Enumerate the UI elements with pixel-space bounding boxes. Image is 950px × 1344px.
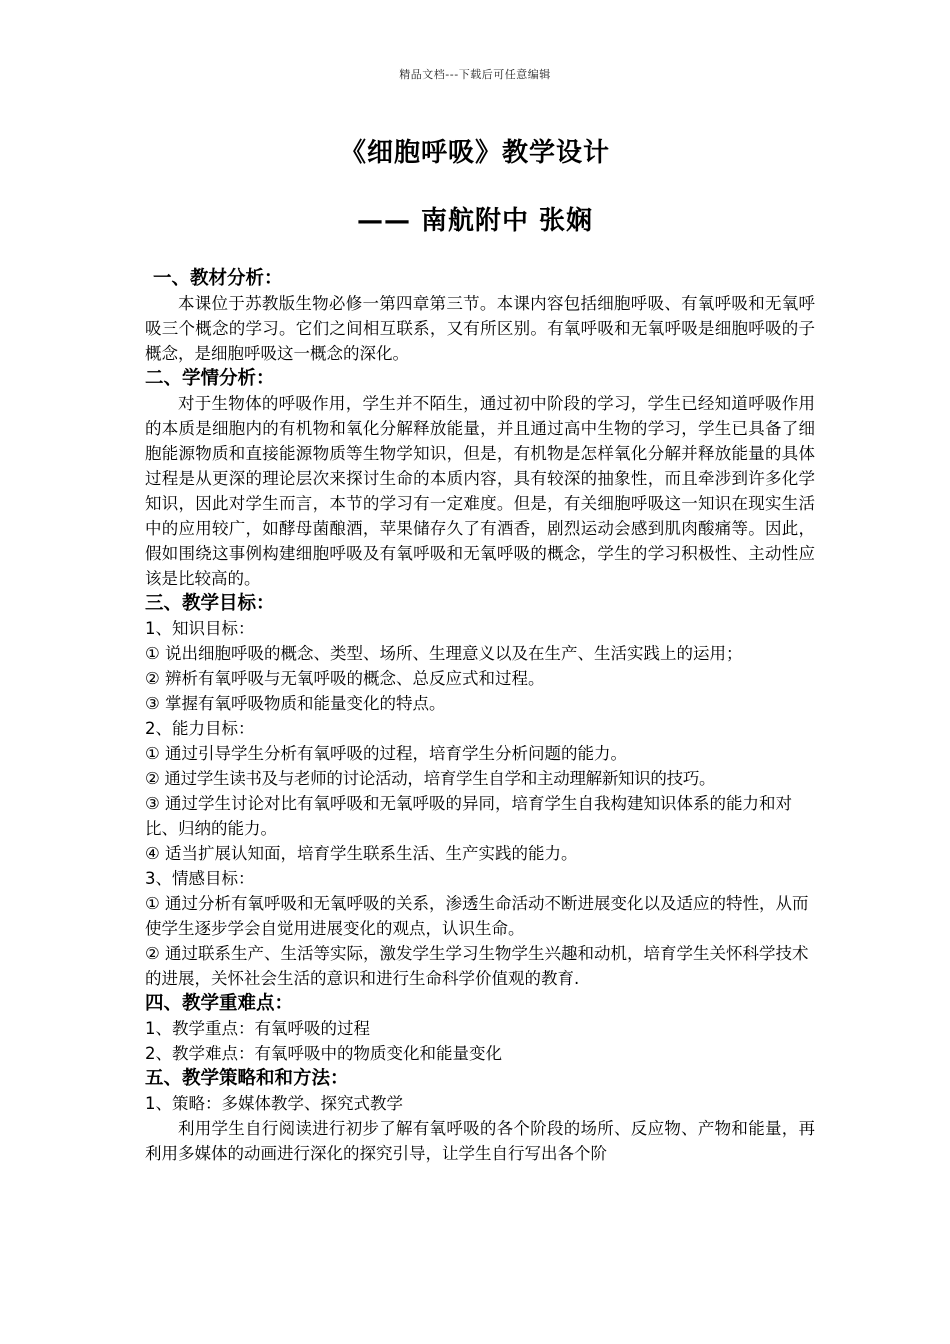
strategy-item: 1、策略：多媒体教学、探究式教学	[145, 1094, 403, 1113]
ability-goal-item: ④ 适当扩展认知面，培育学生联系生活、生产实践的能力。	[145, 844, 578, 863]
goal-label-ability: 2、能力目标：	[145, 719, 255, 738]
key-point-item: 1、教学重点：有氧呼吸的过程	[145, 1019, 370, 1038]
header-note: 精品文档---下载后可任意编辑	[399, 68, 551, 81]
section-heading-key-points: 四、教学重难点：	[145, 993, 294, 1014]
ability-goal-item: ③ 通过学生讨论对比有氧呼吸和无氧呼吸的异同，培育学生自我构建知识体系的能力和对比、归纳的能力。	[145, 794, 793, 838]
author-line: —— 南航附中 张娴	[356, 206, 594, 236]
goal-label-emotion: 3、情感目标：	[145, 869, 255, 888]
document-body	[145, 266, 815, 1166]
goal-label-knowledge: 1、知识目标：	[145, 619, 255, 638]
section-heading-textbook-analysis: 一、教材分析：	[153, 268, 283, 289]
paragraph-strategy: 利用学生自行阅读进行初步了解有氧呼吸的各个阶段的场所、反应物、产物和能量，再利用多媒体的动画进行深化的探究引导，让学生自行写出各个阶	[145, 1119, 815, 1163]
knowledge-goal-item: ② 辨析有氧呼吸与无氧呼吸的概念、总反应式和过程。	[145, 669, 545, 688]
paragraph-student-analysis: 对于生物体的呼吸作用，学生并不陌生，通过初中阶段的学习，学生已经知道呼吸作用的本质是细胞内的有机物和氧化分解释放能量，并且通过高中生物的学习，学生已具备了细胞能源物质和直接能源物质等生物学知识，但是，有机物是怎样氧化分解并释放能量的具体过程是从更深的理论层次来探讨生命的本质内容，具有较深的抽象性，而且牵涉到许多化学知识，因此对学生而言，本节的学习有一定难度。但是，有关细胞呼吸这一知识在现实生活中的应用较广，如酵母菌酿酒，苹果储存久了有酒香，剧烈运动会感到肌肉酸痛等。因此，假如围绕这事例构建细胞呼吸及有氧呼吸和无氧呼吸的概念，学生的学习积极性、主动性应该是比较高的。	[145, 394, 815, 588]
ability-goal-item: ② 通过学生读书及与老师的讨论活动，培育学生自学和主动理解新知识的技巧。	[145, 769, 716, 788]
section-heading-teaching-goals: 三、教学目标：	[145, 593, 275, 614]
difficult-point-item: 2、教学难点：有氧呼吸中的物质变化和能量变化	[145, 1044, 502, 1063]
section-heading-strategy: 五、教学策略和和方法：	[145, 1068, 349, 1089]
section-heading-student-analysis: 二、学情分析：	[145, 368, 275, 389]
knowledge-goal-item: ③ 掌握有氧呼吸物质和能量变化的特点。	[145, 694, 446, 713]
paragraph-textbook-analysis: 本课位于苏教版生物必修一第四章第三节。本课内容包括细胞呼吸、有氧呼吸和无氧呼吸三个概念的学习。它们之间相互联系，又有所区别。有氧呼吸和无氧呼吸是细胞呼吸的子概念，是细胞呼吸这一概念的深化。	[145, 294, 815, 363]
ability-goal-item: ① 通过引导学生分析有氧呼吸的过程，培育学生分析问题的能力。	[145, 744, 628, 763]
knowledge-goal-item: ① 说出细胞呼吸的概念、类型、场所、生理意义以及在生产、生活实践上的运用；	[145, 644, 743, 663]
emotion-goal-item: ② 通过联系生产、生活等实际，激发学生学习生物学生兴趣和动机，培育学生关怀科学技术的进展，关怀社会生活的意识和进行生命科学价值观的教育.	[145, 944, 809, 988]
document-title: 《细胞呼吸》教学设计	[339, 138, 610, 168]
emotion-goal-item: ① 通过分析有氧呼吸和无氧呼吸的关系，渗透生命活动不断进展变化以及适应的特性，从而使学生逐步学会自觉用进展变化的观点，认识生命。	[145, 894, 809, 938]
